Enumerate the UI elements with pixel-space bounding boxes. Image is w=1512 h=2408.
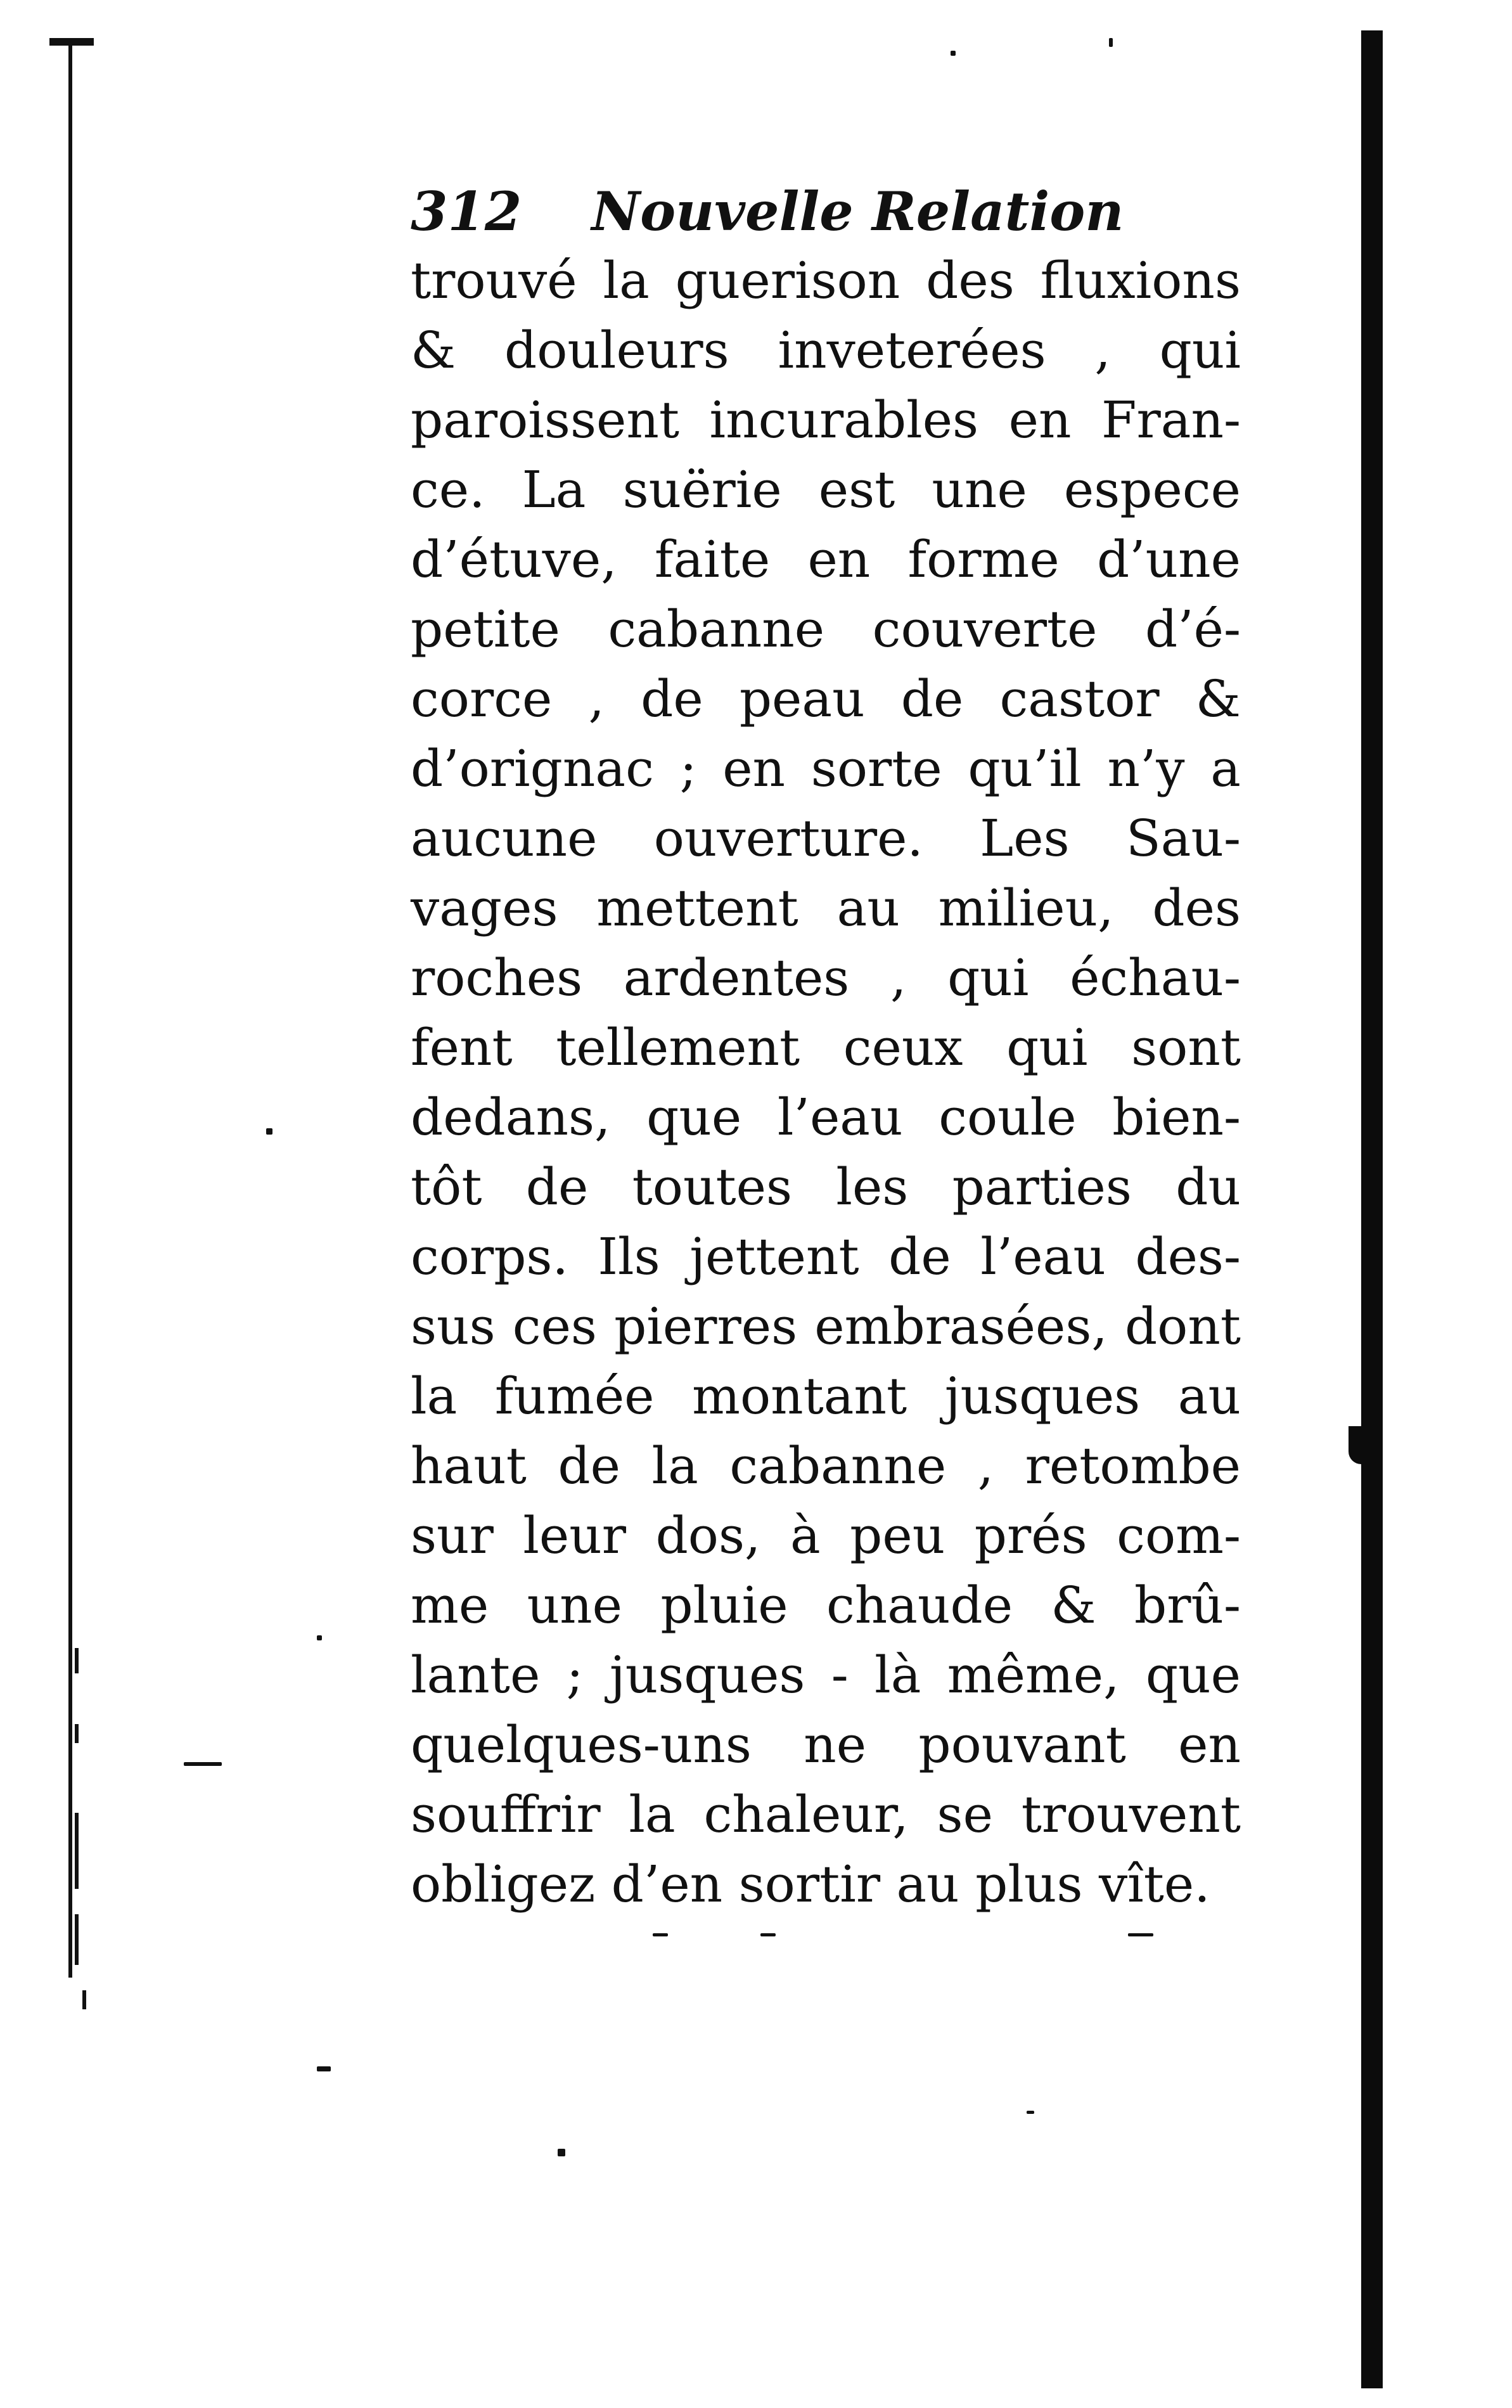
scan-speck [1027,2111,1034,2114]
text-line: me une pluie chaude & brû- [411,1576,1241,1635]
left-margin-dash [75,1914,79,1965]
text-line: ce. La suërie est une espece [411,460,1241,519]
scan-speck [317,2066,331,2071]
body-text [411,246,1241,1919]
text-line: haut de la cabanne , retombe [411,1436,1241,1495]
left-margin-dash [82,1990,86,2009]
text-line: quelques-uns ne pouvant en [411,1715,1241,1774]
text-line: fent tellement ceux qui sont [411,1018,1241,1077]
text-line: corps. Ils jettent de l’eau des- [411,1227,1241,1286]
text-line: la fumée montant jusques au [411,1367,1241,1426]
text-line: sus ces pierres embrasées, dont [411,1297,1241,1356]
right-binding-edge [1361,30,1383,2388]
text-line: & douleurs inveterées , qui [411,321,1241,380]
text-line: tôt de toutes les parties du [411,1157,1241,1216]
left-binding-edge [68,38,72,1978]
text-line: aucune ouverture. Les Sau- [411,809,1241,868]
scan-speck [266,1128,272,1135]
right-edge-notch [1349,1426,1368,1464]
text-line: d’étuve, faite en forme d’une [411,530,1241,589]
text-line: vages mettent au milieu, des [411,879,1241,937]
text-line: petite cabanne couverte d’é- [411,600,1241,659]
text-line: corce , de peau de castor & [411,669,1241,728]
text-line: lante ; jusques - là même, que [411,1645,1241,1704]
left-margin-dash [75,1724,79,1743]
scan-speck [184,1762,222,1766]
text-line: sur leur dos, à peu prés com- [411,1506,1241,1565]
text-line: souffrir la chaleur, se trouvent [411,1785,1241,1844]
scan-speck [760,1933,776,1936]
text-line: dedans, que l’eau coule bien- [411,1088,1241,1147]
page-number: 312 [411,180,522,243]
scan-speck [951,51,956,56]
running-title: Nouvelle Relation [591,180,1124,243]
text-line: roches ardentes , qui échau- [411,948,1241,1007]
scan-speck [1109,38,1113,47]
left-margin-dash [75,1813,79,1889]
left-margin-dash [75,1648,79,1673]
running-header [411,180,1124,243]
scan-speck [1128,1933,1153,1936]
scan-speck [653,1933,668,1936]
scan-speck [317,1635,322,1640]
scan-speck [558,2149,565,2156]
text-line: obligez d’en sortir au plus vîte. [411,1855,1210,1914]
text-line: d’orignac ; en sorte qu’il n’y a [411,739,1241,798]
text-line: trouvé la guerison des fluxions [411,251,1241,310]
text-line: paroissent incurables en Fran- [411,390,1241,449]
